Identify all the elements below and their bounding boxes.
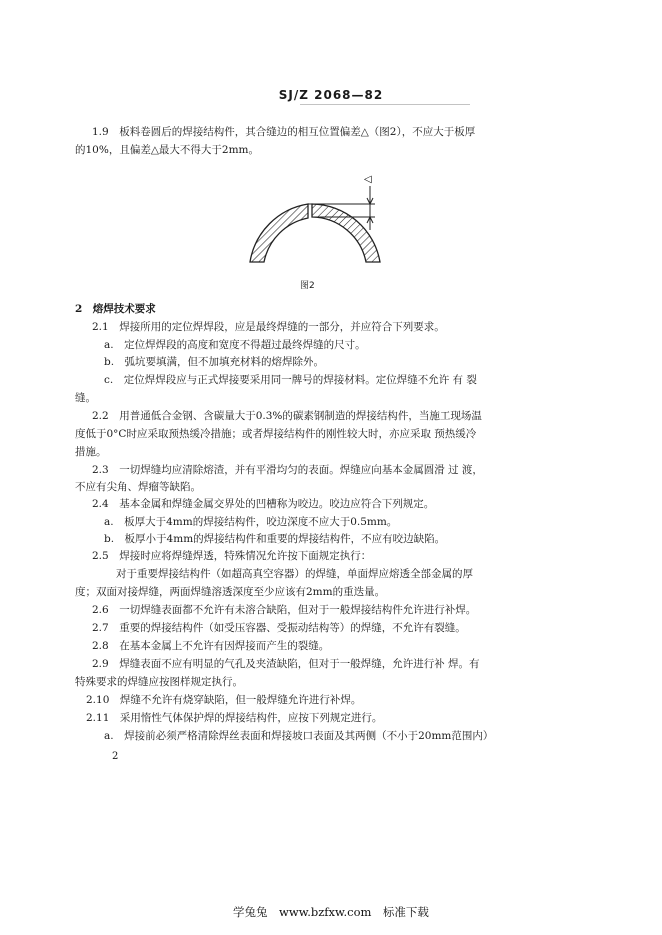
clause-2-4-a: a. 板厚大于4mm的焊接结构件，咬边深度不应大于0.5mm。 (104, 516, 398, 528)
figure-caption: 图2 (300, 281, 315, 291)
clause-2-3-line2: 不应有尖角、焊瘤等缺陷。 (75, 481, 201, 493)
figure-2-diagram (230, 170, 400, 265)
clause-2-1-c-line1: c. 定位焊焊段应与正式焊接要采用同一牌号的焊接材料。定位焊缝不允许 有 裂 (104, 374, 477, 386)
clause-2-2-line3: 措施。 (75, 446, 107, 458)
clause-2-1: 2.1 焊接所用的定位焊焊段，应是最终焊缝的一部分，并应符合下列要求。 (92, 321, 445, 333)
clause-2-5-line2: 对于重要焊接结构件（如超高真空容器）的焊缝，单面焊应熔透全部金属的厚 (116, 568, 473, 580)
header-rule (300, 104, 470, 105)
clause-2-6: 2.6 一切焊缝表面都不允许有未溶合缺陷，但对于一般焊接结构件允许进行补焊。 (92, 604, 477, 616)
clause-2-11: 2.11 采用惰性气体保护焊的焊接结构件，应按下列规定进行。 (86, 712, 383, 724)
clause-2-2-line1: 2.2 用普通低合金钢、含碳量大于0.3%的碳素钢制造的焊接结构件，当施工现场温 (92, 410, 482, 422)
section-2-title: 2 熔焊技术要求 (75, 303, 156, 315)
ring-left-segment (250, 204, 308, 262)
clause-2-5-line3: 度；双面对接焊缝，两面焊缝溶透深度至少应该有2mm的重迭量。 (75, 586, 386, 598)
clause-2-9-line1: 2.9 焊缝表面不应有明显的气孔及夹渣缺陷，但对于一般焊缝，允许进行补 焊。有 (92, 658, 480, 670)
delta-symbol: ◁ (364, 174, 372, 185)
page-number: 2 (112, 751, 119, 762)
clause-2-11-a: a. 焊接前必须严格清除焊丝表面和焊接坡口表面及其两侧（不小于20mm范围内） (104, 730, 494, 742)
clause-2-4-b: b. 板厚小于4mm的焊接结构件和重要的焊接结构件，不应有咬边缺陷。 (104, 533, 446, 545)
clause-2-10: 2.10 焊缝不允许有烧穿缺陷，但一般焊缝允许进行补焊。 (86, 694, 362, 706)
clause-2-1-b: b. 弧坑要填满，但不加填充材料的熔焊除外。 (104, 356, 325, 368)
clause-2-7: 2.7 重要的焊接结构件（如受压容器、受振动结构等）的焊缝，不允许有裂缝。 (92, 622, 466, 634)
footer-watermark[interactable]: 学兔兔 www.bzfxw.com 标准下载 (233, 905, 429, 919)
clause-2-2-line2: 度低于0°C时应采取预热缓冷措施；或者焊接结构件的刚性较大时，亦应采取 预热缓冷 (75, 428, 477, 440)
standard-code: SJ/Z 2068—82 (278, 88, 384, 102)
clause-2-1-a: a. 定位焊焊段的高度和宽度不得超过最终焊缝的尺寸。 (104, 339, 366, 351)
clause-2-8: 2.8 在基本金属上不允许有因焊接而产生的裂缝。 (92, 640, 330, 652)
clause-2-9-line2: 特殊要求的焊缝应按图样规定执行。 (75, 676, 243, 688)
clause-1-9-line1: 1.9 板料卷圆后的焊接结构件，其合缝边的相互位置偏差△（图2），不应大于板厚 (92, 126, 476, 138)
clause-2-5: 2.5 焊接时应将焊缝焊透，特殊情况允许按下面规定执行： (92, 550, 372, 562)
clause-2-3-line1: 2.3 一切焊缝均应清除熔渣，并有平滑均匀的表面。焊缝应向基本金属圆滑 过 渡， (92, 464, 483, 476)
clause-2-4: 2.4 基本金属和焊缝金属交界处的凹槽称为咬边。咬边应符合下列规定。 (92, 498, 435, 510)
clause-1-9-line2: 的10%，且偏差△最大不得大于2mm。 (75, 144, 260, 156)
clause-2-1-c-line2: 缝。 (75, 392, 96, 404)
